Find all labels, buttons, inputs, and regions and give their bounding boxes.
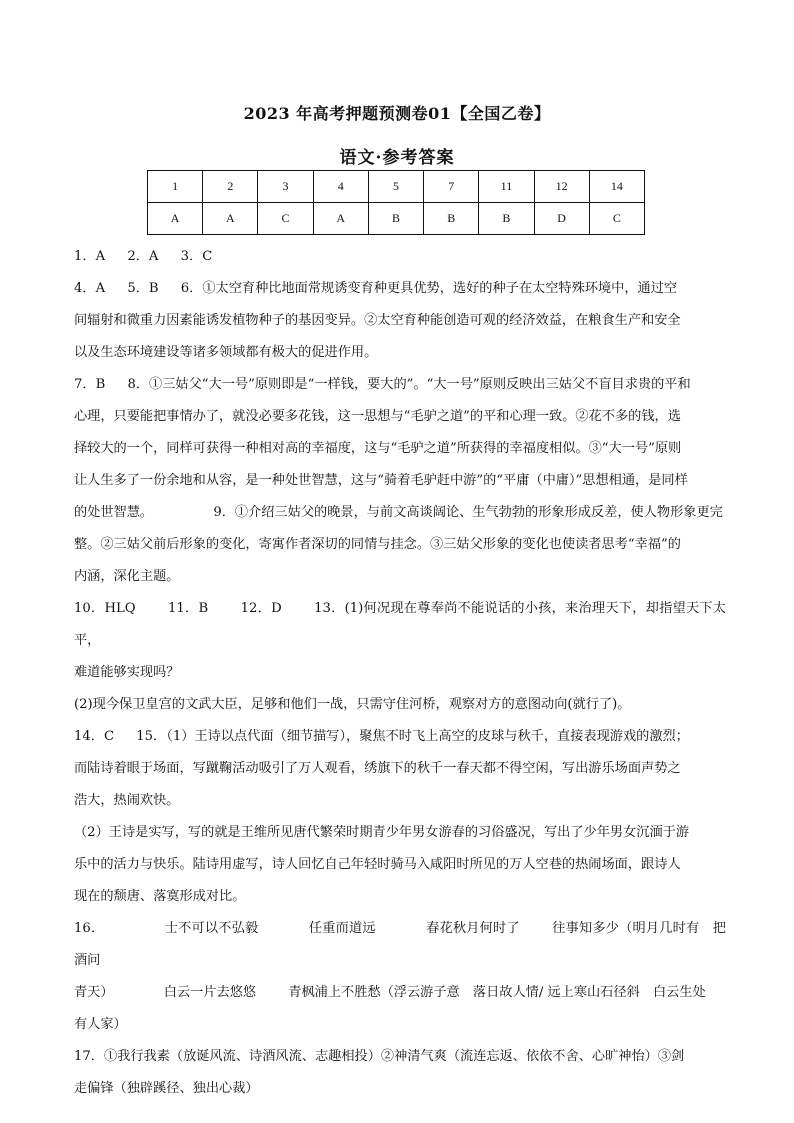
answer-line: 有人家） bbox=[74, 1017, 127, 1032]
answer-line: (2)现今保卫皇宫的文武大臣，足够和他们一战，只需守住河桥，观察对方的意图动向(就行了)。 bbox=[74, 697, 631, 712]
document-subtitle: 语文·参考答案 bbox=[339, 148, 455, 168]
table-cell: 14 bbox=[589, 171, 644, 203]
table-cell: 5 bbox=[368, 171, 423, 203]
answer-q16-d: 往事知多少（明月几时有 把酒问 bbox=[74, 921, 726, 968]
table-cell: A bbox=[148, 203, 203, 235]
answer-line: 而陆诗着眼于场面，写蹴鞠活动吸引了万人观看，绣旗下的秋千一春天都不得空闲，写出游乐场面声势之 bbox=[74, 761, 681, 776]
answer-q12: 12．D bbox=[240, 601, 282, 616]
answer-q3: 3．C bbox=[180, 249, 213, 264]
answer-q16-e: 青天） bbox=[74, 985, 114, 1000]
answer-line bbox=[74, 273, 726, 305]
answer-line bbox=[74, 497, 726, 529]
answer-q16-f: 白云一片去悠悠 bbox=[163, 985, 257, 1000]
answer-q7: 7．B bbox=[74, 377, 106, 392]
answer-q6: 6．①太空育种比地面常规诱变育种更具优势，选好的种子在太空特殊环境中，通过空 bbox=[180, 281, 678, 296]
table-cell: 12 bbox=[534, 171, 589, 203]
table-cell: C bbox=[258, 203, 313, 235]
answer-line: 内涵，深化主题。 bbox=[74, 569, 180, 584]
answer-line: 17．①我行我素（放诞风流、诗酒风流、志趣相投）②神清气爽（流连忘返、依依不舍、心旷神怡）③剑 bbox=[74, 1049, 685, 1064]
answer-line: 间辐射和微重力因素能诱发植物种子的基因变异。②太空育种能创造可观的经济效益，在粮食生产和安全 bbox=[74, 313, 681, 328]
table-cell: 4 bbox=[313, 171, 368, 203]
answer-table bbox=[147, 170, 645, 235]
table-cell: 1 bbox=[148, 171, 203, 203]
answer-q2: 2．A bbox=[127, 249, 159, 264]
answer-q16-b: 任重而道远 bbox=[308, 921, 376, 936]
answer-line bbox=[74, 241, 726, 273]
answer-line: 心理，只要能把事情办了，就没必要多花钱，这一思想与“毛驴之道”的平和心理一致。②花不多的钱，选 bbox=[74, 409, 681, 424]
table-cell: 2 bbox=[203, 171, 258, 203]
answer-line bbox=[74, 913, 726, 977]
answer-q10: 10．HLQ bbox=[74, 601, 136, 616]
answer-line bbox=[74, 369, 726, 401]
table-cell: D bbox=[534, 203, 589, 235]
answer-line bbox=[74, 721, 726, 753]
answer-q5: 5．B bbox=[127, 281, 159, 296]
answer-line: 走偏锋（独辟蹊径、独出心裁） bbox=[74, 1081, 259, 1096]
answer-q1: 1．A bbox=[74, 249, 106, 264]
table-cell: 7 bbox=[424, 171, 479, 203]
answer-line: 整。②三姑父前后形象的变化，寄寓作者深切的同情与挂念。③三姑父形象的变化也使读者思考“幸福”的 bbox=[74, 537, 681, 552]
answer-line: 浩大，热闹欢快。 bbox=[74, 793, 180, 808]
answer-q16-g: 青枫浦上不胜愁（浮云游子意 落日故人情/ 远上寒山石径斜 白云生处 bbox=[288, 985, 706, 1000]
table-cell: A bbox=[203, 203, 258, 235]
answer-line bbox=[74, 593, 726, 657]
table-cell: 3 bbox=[258, 171, 313, 203]
table-cell: B bbox=[368, 203, 423, 235]
answer-line: 以及生态环境建设等诸多领域都有极大的促进作用。 bbox=[74, 345, 378, 360]
table-cell: A bbox=[313, 203, 368, 235]
answer-q15: 15．（1）王诗以点代面（细节描写），聚焦不时飞上高空的皮球与秋千，直接表现游戏的激烈； bbox=[136, 729, 689, 744]
answer-q8-end: 的处世智慧。 bbox=[74, 505, 154, 520]
answer-line: 让人生多了一份余地和从容，是一种处世智慧，这与“骑着毛驴赶中游”的“平庸（中庸）”思想相通，是同样 bbox=[74, 473, 688, 488]
answer-line: 乐中的活力与快乐。陆诗用虚写，诗人回忆自己年轻时骑马入咸阳时所见的万人空巷的热闹场面，跟诗人 bbox=[74, 857, 681, 872]
answer-body bbox=[74, 241, 726, 1105]
answer-q13: 13．(1)何况现在尊奉尚不能说话的小孩，来治理天下，却指望天下太平， bbox=[74, 601, 726, 648]
table-cell: 11 bbox=[479, 171, 534, 203]
answer-line: 难道能够实现吗？ bbox=[74, 665, 180, 680]
table-row-answers bbox=[148, 203, 645, 235]
answer-line bbox=[74, 977, 726, 1009]
answer-q16-a: 士不可以不弘毅 bbox=[164, 921, 259, 936]
table-cell: C bbox=[589, 203, 644, 235]
answer-line: 择较大的一个，同样可获得一种相对高的幸福度，这与“毛驴之道”所获得的幸福度相似。③“大一号”原则 bbox=[74, 441, 682, 456]
answer-line: （2）王诗是实写，写的就是王维所见唐代繁荣时期青少年男女游春的习俗盛况，写出了少年男女沉湎于游 bbox=[74, 825, 690, 840]
answer-q11: 11．B bbox=[168, 601, 209, 616]
answer-q16-c: 春花秋月何时了 bbox=[426, 921, 520, 936]
table-cell: B bbox=[479, 203, 534, 235]
answer-q4: 4．A bbox=[74, 281, 106, 296]
answer-q8: 8．①三姑父“大一号”原则即是“一样钱，要大的”。“大一号”原则反映出三姑父不盲目求贵的平和 bbox=[127, 377, 691, 392]
table-cell: B bbox=[424, 203, 479, 235]
answer-q14: 14．C bbox=[74, 729, 115, 744]
document-title: 2023 年高考押题预测卷01【全国乙卷】 bbox=[243, 104, 551, 123]
answer-line: 现在的颓唐、落寞形成对比。 bbox=[74, 889, 246, 904]
answer-q9: 9．①介绍三姑父的晚景，与前文高谈阔论、生气勃勃的形象形成反差，使人物形象更完 bbox=[213, 505, 723, 520]
answer-q16: 16． bbox=[74, 921, 105, 936]
table-row-questions bbox=[148, 171, 645, 203]
